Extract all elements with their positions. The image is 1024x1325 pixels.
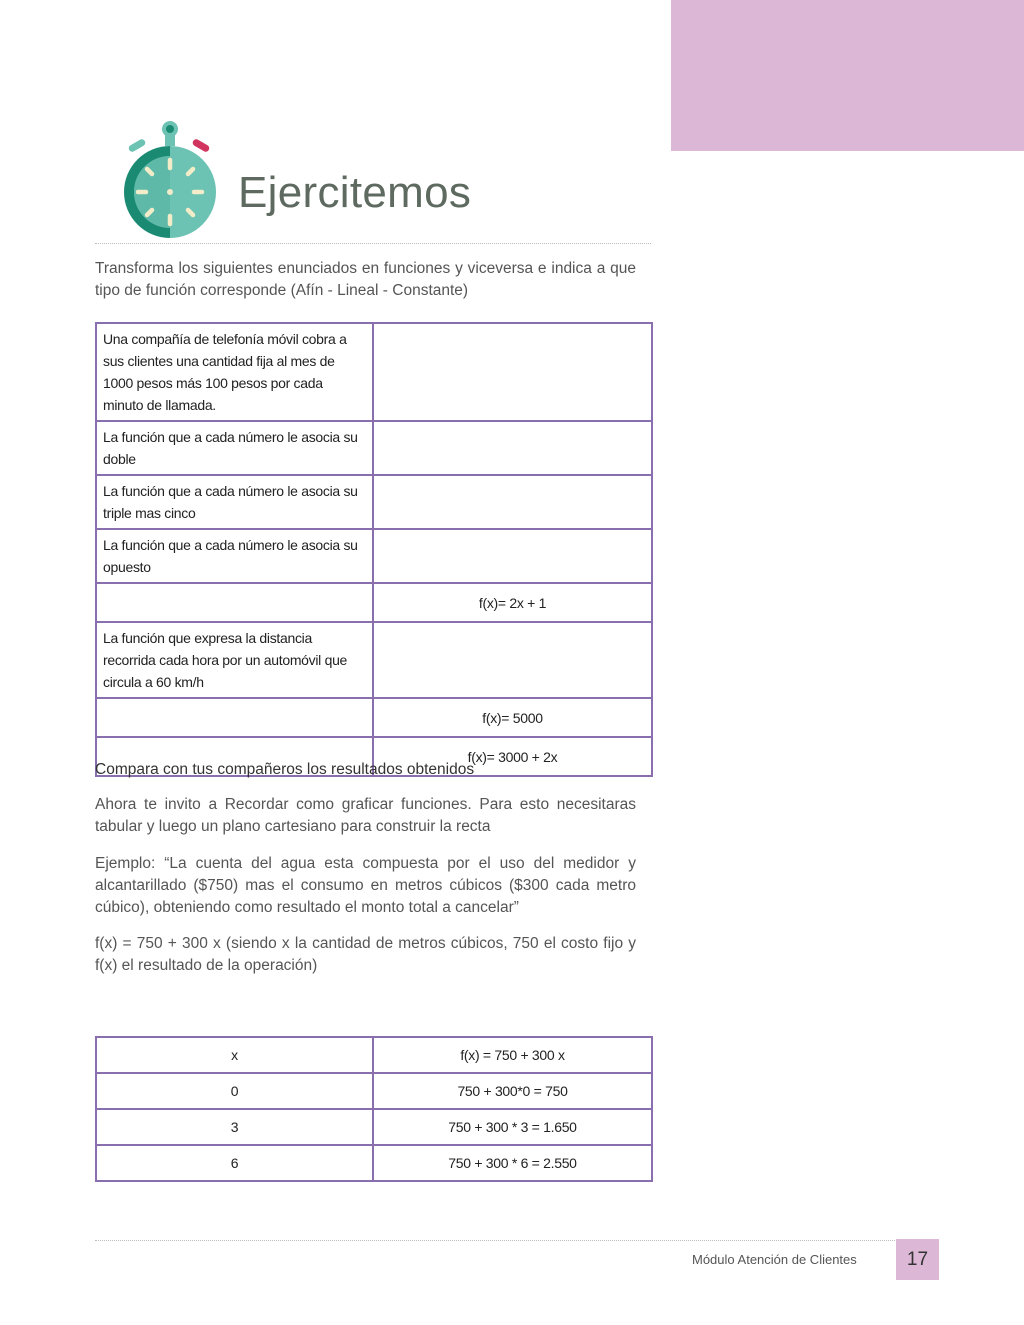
table-row xyxy=(96,1145,652,1181)
formula-text: f(x) = 750 + 300 x (siendo x la cantidad de metros cúbicos, 750 el costo fijo y f(x) el resultado de la operación) xyxy=(95,935,636,974)
function-cell xyxy=(373,622,652,698)
fx-value-cell: 750 + 300 * 3 = 1.650 xyxy=(373,1109,652,1145)
values-table xyxy=(95,1036,653,1182)
table-header-row xyxy=(96,1037,652,1073)
fx-value-cell: 750 + 300 * 6 = 2.550 xyxy=(373,1145,652,1181)
x-value-cell: 6 xyxy=(96,1145,373,1181)
stopwatch-icon xyxy=(118,118,222,238)
statement-cell: La función que expresa la distancia recorrida cada hora por un automóvil que circula a 60 km/h xyxy=(96,622,373,698)
table-row xyxy=(96,583,652,622)
statement-cell: La función que a cada número le asocia su opuesto xyxy=(96,529,373,583)
statement-cell: La función que a cada número le asocia su triple mas cinco xyxy=(96,475,373,529)
fx-value-cell: 750 + 300*0 = 750 xyxy=(373,1073,652,1109)
column-header-fx: f(x) = 750 + 300 x xyxy=(373,1037,652,1073)
footer-divider xyxy=(95,1240,895,1241)
table-row xyxy=(96,698,652,737)
compare-text: Compara con tus compañeros los resultados obtenidos xyxy=(95,761,475,778)
invite-text: Ahora te invito a Recordar como graficar funciones. Para esto necesitaras tabular y luego un plano cartesiano para construir la recta xyxy=(95,796,636,835)
function-cell: f(x)= 2x + 1 xyxy=(373,583,652,622)
function-cell xyxy=(373,323,652,421)
x-value-cell: 3 xyxy=(96,1109,373,1145)
statement-cell xyxy=(96,698,373,737)
footer-module-name: Módulo Atención de Clientes xyxy=(692,1252,857,1267)
function-cell: f(x)= 3000 + 2x xyxy=(373,737,652,776)
function-cell xyxy=(373,475,652,529)
page-title: Ejercitemos xyxy=(238,168,472,217)
function-cell xyxy=(373,421,652,475)
table-row xyxy=(96,421,652,475)
example-text: Ejemplo: “La cuenta del agua esta compuesta por el uso del medidor y alcantarillado ($750) mas el consumo en metros cúbicos ($300 cada metro cúbico), obteniendo como resultado el monto total a cancelar” xyxy=(95,855,636,916)
table-row xyxy=(96,1109,652,1145)
statement-cell: La función que a cada número le asocia su doble xyxy=(96,421,373,475)
table-row xyxy=(96,323,652,421)
page-number: 17 xyxy=(896,1239,939,1280)
function-cell: f(x)= 5000 xyxy=(373,698,652,737)
statement-cell xyxy=(96,583,373,622)
table-row xyxy=(96,622,652,698)
statement-cell: Una compañía de telefonía móvil cobra a sus clientes una cantidad fija al mes de 1000 pesos más 100 pesos por cada minuto de llamada. xyxy=(96,323,373,421)
table-row xyxy=(96,475,652,529)
intro-text: Transforma los siguientes enunciados en funciones y viceversa e indica a que tipo de función corresponde (Afín - Lineal - Constante) xyxy=(95,260,636,299)
table-row xyxy=(96,529,652,583)
corner-accent-block xyxy=(671,0,1024,151)
table-row xyxy=(96,1073,652,1109)
function-cell xyxy=(373,529,652,583)
x-value-cell: 0 xyxy=(96,1073,373,1109)
exercise-table xyxy=(95,322,653,777)
header-divider xyxy=(95,243,651,244)
column-header-x: x xyxy=(96,1037,373,1073)
